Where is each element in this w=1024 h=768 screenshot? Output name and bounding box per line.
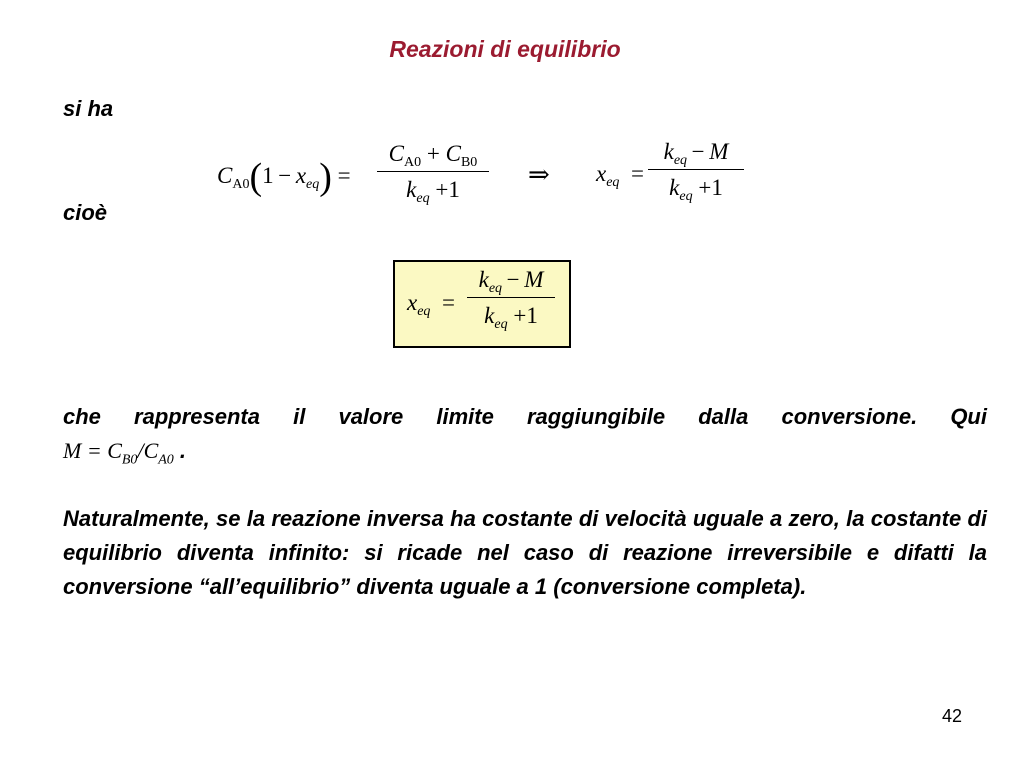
paragraph-limit-value-text: che rappresenta il valore limite raggiungibile dalla conversione. Qui <box>63 404 987 429</box>
slide-title: Reazioni di equilibrio <box>389 36 621 62</box>
definition-m: $M = C_{B0}/C_{A0}$ . <box>63 438 187 468</box>
label-si-ha: si ha <box>63 96 114 121</box>
result-xeq-lhs: $x_{eq}$ = <box>407 290 455 319</box>
paragraph-irreversible: Naturalmente, se la reazione inversa ha costante di velocità uguale a zero, la costante di equilibrio diventa infinito: si ricade nel caso di reazione irreversibile e difatti la conversione “all’equilibrio” diventa uguale a 1 (conversione completa). <box>63 506 987 599</box>
paragraph-limit-value <box>63 400 987 477</box>
equation-xeq-lhs: $x_{eq}$ = <box>596 161 644 190</box>
equation-balance-lhs: $C_{A0}(1 - x_{eq})$ = <box>217 156 351 198</box>
label-cioe: cioè <box>63 200 108 225</box>
result-xeq-fraction: $k_{eq} - M$ $k_{eq} +1$ <box>467 266 555 330</box>
result-box <box>393 260 571 348</box>
equation-balance-fraction: $C_{A0} + C_{B0}$ $k_{eq} +1$ <box>377 140 489 204</box>
equation-xeq-fraction: $k_{eq} - M$ $k_{eq} +1$ <box>648 138 744 202</box>
page-number: 42 <box>941 706 962 726</box>
implies-arrow: ⇒ <box>528 160 550 189</box>
